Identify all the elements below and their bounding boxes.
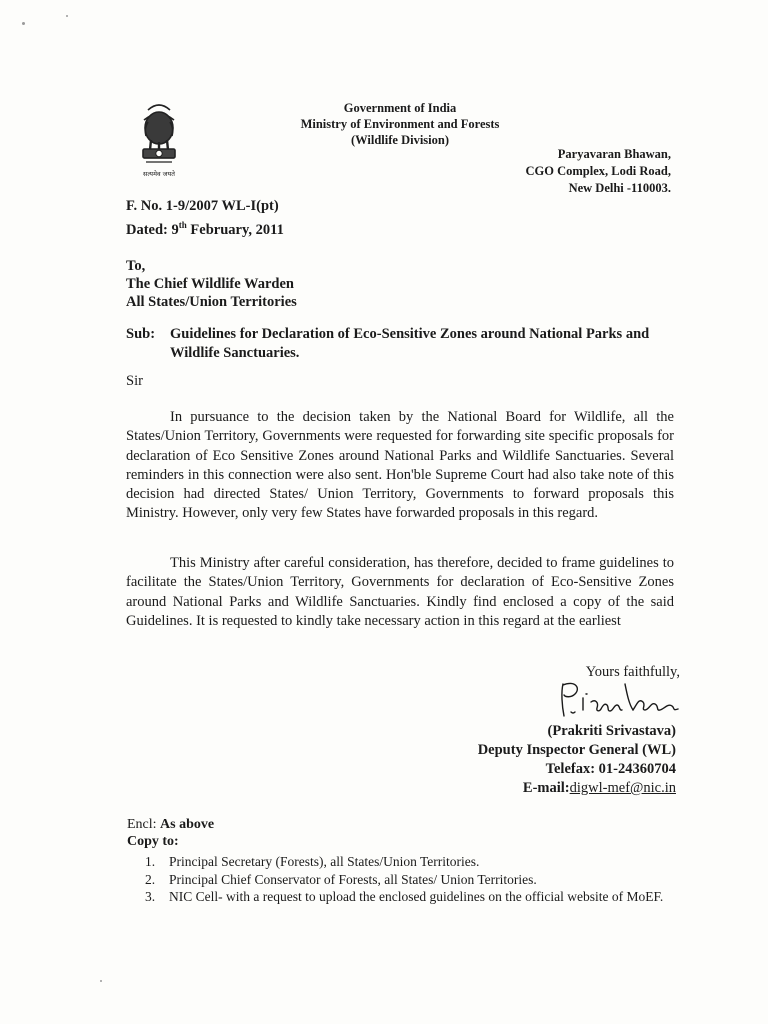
enclosure-value: As above (160, 817, 215, 832)
telefax-number: Telefax: 01-24360704 (545, 761, 676, 777)
copy-to-item (145, 888, 675, 906)
national-emblem-icon (134, 100, 184, 182)
division-name: (Wildlife Division) (350, 133, 450, 147)
reference-block (126, 197, 284, 240)
email-link[interactable]: digwl-mef@nic.in (569, 780, 676, 796)
enclosure-label: Encl: (127, 817, 161, 832)
copy-to-item-text: Principal Secretary (Forests), all States/Union Territories. (169, 854, 480, 869)
subject-label: Sub: (126, 326, 156, 342)
copy-to-item (145, 871, 675, 889)
scan-speck (66, 15, 68, 17)
address-line-3: New Delhi -110003. (568, 181, 671, 195)
scan-speck (22, 22, 25, 25)
government-name: Government of India (343, 101, 457, 115)
body-paragraph-1: In pursuance to the decision taken by the National Board for Wildlife, all the States/Union Territory, Governments were requested for forwarding site specific proposals for declaration of Eco Sensitive Zones around National Parks and Wildlife Sanctuaries. Several reminders in this connection were also sent. Hon'ble Supreme Court had also take note of this decision had directed States/ Union Territory, Governments to forward proposals this Ministry. However, only very few States have forwarded proposals in this regard. (126, 409, 674, 522)
recipient-block (126, 257, 297, 311)
scan-speck (100, 980, 102, 982)
copy-to-item-text: Principal Chief Conservator of Forests, all States/ Union Territories. (169, 871, 537, 887)
copy-to-label: Copy to: (127, 834, 179, 849)
valediction: Yours faithfully, (585, 664, 680, 680)
date-ordinal: th (178, 220, 187, 230)
email-line (478, 779, 676, 798)
email-label: E-mail: (522, 780, 570, 796)
signature-block (478, 722, 676, 798)
copy-to-list (145, 853, 675, 906)
copy-to-item-number: 3. (145, 889, 156, 904)
salutation: Sir (126, 373, 143, 389)
copy-to-item-number: 1. (145, 854, 156, 869)
recipient-title: The Chief Wildlife Warden (126, 276, 294, 292)
handwritten-signature (555, 678, 685, 720)
ministry-name: Ministry of Environment and Forests (300, 117, 500, 131)
enclosure-line (127, 815, 214, 834)
file-number: F. No. 1-9/2007 WL-I(pt) (126, 198, 279, 214)
letterhead-title (250, 100, 550, 148)
letter-date (126, 216, 284, 240)
date-prefix: Dated: 9 (126, 221, 179, 238)
emblem-caption: सत्यमेव जयते (143, 170, 175, 178)
body-paragraph-2: This Ministry after careful consideration, has therefore, decided to frame guidelines to facilitate the States/Union Territory, Governments for declaration of Eco-Sensitive Zones around National Parks and Wildlife Sanctuaries. Kindly find enclosed a copy of the said Guidelines. It is requested to kindly take necessary action in this regard at the earliest (126, 555, 674, 629)
copy-to-item-text: NIC Cell- with a request to upload the enclosed guidelines on the official website of MoEF. (169, 889, 664, 904)
signatory-name: (Prakriti Srivastava) (547, 723, 676, 739)
signatory-designation: Deputy Inspector General (WL) (477, 742, 676, 758)
address-line-2: CGO Complex, Lodi Road, (525, 164, 671, 178)
date-suffix: February, 2011 (186, 221, 284, 238)
subject-text: Guidelines for Declaration of Eco-Sensitive Zones around National Parks and Wildlife Sanctuaries. (170, 326, 650, 361)
copy-to-item-number: 2. (145, 871, 156, 887)
copy-to-item (145, 853, 675, 871)
to-label: To, (126, 258, 146, 274)
office-address (525, 146, 671, 197)
address-line-1: Paryavaran Bhawan, (557, 147, 671, 161)
recipient-scope: All States/Union Territories (126, 294, 297, 310)
